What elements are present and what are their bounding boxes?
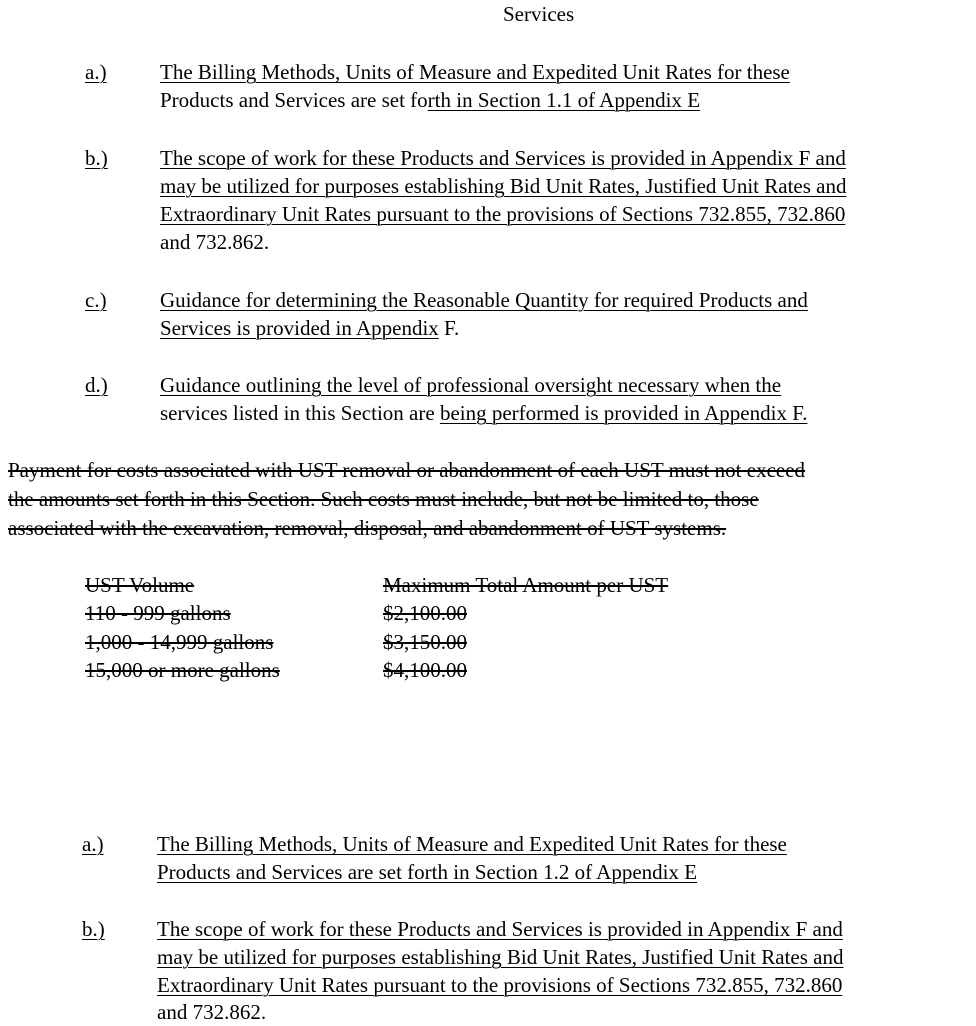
struck-table-row-2-amount: $3,150.00 [383, 630, 467, 654]
item-a-2-line-2: Products and Services are set forth in Section 1.2 of Appendix E [157, 860, 698, 884]
struck-paragraph-line-3: associated with the excavation, removal, disposal, and abandonment of UST systems. [8, 516, 727, 540]
item-d-line-2-plain: services listed in this Section are [160, 401, 440, 425]
item-b-2-line-3: Extraordinary Unit Rates pursuant to the provisions of Sections 732.855, 732.860 [157, 973, 843, 997]
item-a-line-2 [160, 86, 700, 114]
struck-paragraph-line-1: Payment for costs associated with UST removal or abandonment of each UST must not exceed [8, 458, 806, 482]
item-d-line-2 [160, 399, 807, 427]
item-c-line-1: Guidance for determining the Reasonable Quantity for required Products and [160, 288, 808, 312]
item-d-line-1: Guidance outlining the level of professional oversight necessary when the [160, 373, 782, 397]
item-b-line-1: The scope of work for these Products and Services is provided in Appendix F and [160, 146, 846, 170]
struck-table-row-2-volume: 1,000 - 14,999 gallons [85, 630, 274, 654]
item-a-2-line-1: The Billing Methods, Units of Measure and Expedited Unit Rates for these [157, 832, 787, 856]
struck-table-row-1-amount: $2,100.00 [383, 601, 467, 625]
struck-paragraph-line-2: the amounts set forth in this Section. Such costs must include, but not be limited to, those [8, 487, 759, 511]
item-c-line-2-underlined: Services is provided in Appendix [160, 316, 439, 340]
struck-table-row-3-volume: 15,000 or more gallons [85, 658, 280, 682]
item-b-line-4: and 732.862. [160, 230, 270, 254]
struck-table-header-volume: UST Volume [85, 573, 195, 597]
item-a-line-1: The Billing Methods, Units of Measure and Expedited Unit Rates for these [160, 60, 790, 84]
item-label-c: c.) [85, 288, 107, 312]
item-label-a: a.) [85, 60, 107, 84]
item-b-2-line-2: may be utilized for purposes establishing Bid Unit Rates, Justified Unit Rates and [157, 945, 844, 969]
item-b-2-line-1: The scope of work for these Products and Services is provided in Appendix F and [157, 917, 843, 941]
item-d-line-2-underlined: being performed is provided in Appendix F. [439, 401, 808, 425]
item-b-2-line-4: and 732.862. [157, 1000, 267, 1024]
item-label-a-2: a.) [82, 832, 104, 856]
item-label-d: d.) [85, 373, 108, 397]
item-c-line-2 [160, 314, 459, 342]
struck-table-row-3-amount: $4,100.00 [383, 658, 467, 682]
struck-table-header-amount: Maximum Total Amount per UST [383, 573, 669, 597]
item-b-line-3: Extraordinary Unit Rates pursuant to the provisions of Sections 732.855, 732.860 [160, 202, 846, 226]
item-a-line-2-plain: Products and Services are set fo [160, 88, 428, 112]
item-label-b-2: b.) [82, 917, 105, 941]
item-b-line-2: may be utilized for purposes establishing Bid Unit Rates, Justified Unit Rates and [160, 174, 847, 198]
struck-table-row-1-volume: 110 - 999 gallons [85, 601, 231, 625]
item-c-line-2-plain: F. [438, 316, 460, 340]
item-label-b: b.) [85, 146, 108, 170]
section-heading: Services [503, 2, 575, 26]
item-a-line-2-underlined: rth in Section 1.1 of Appendix E [427, 88, 701, 112]
